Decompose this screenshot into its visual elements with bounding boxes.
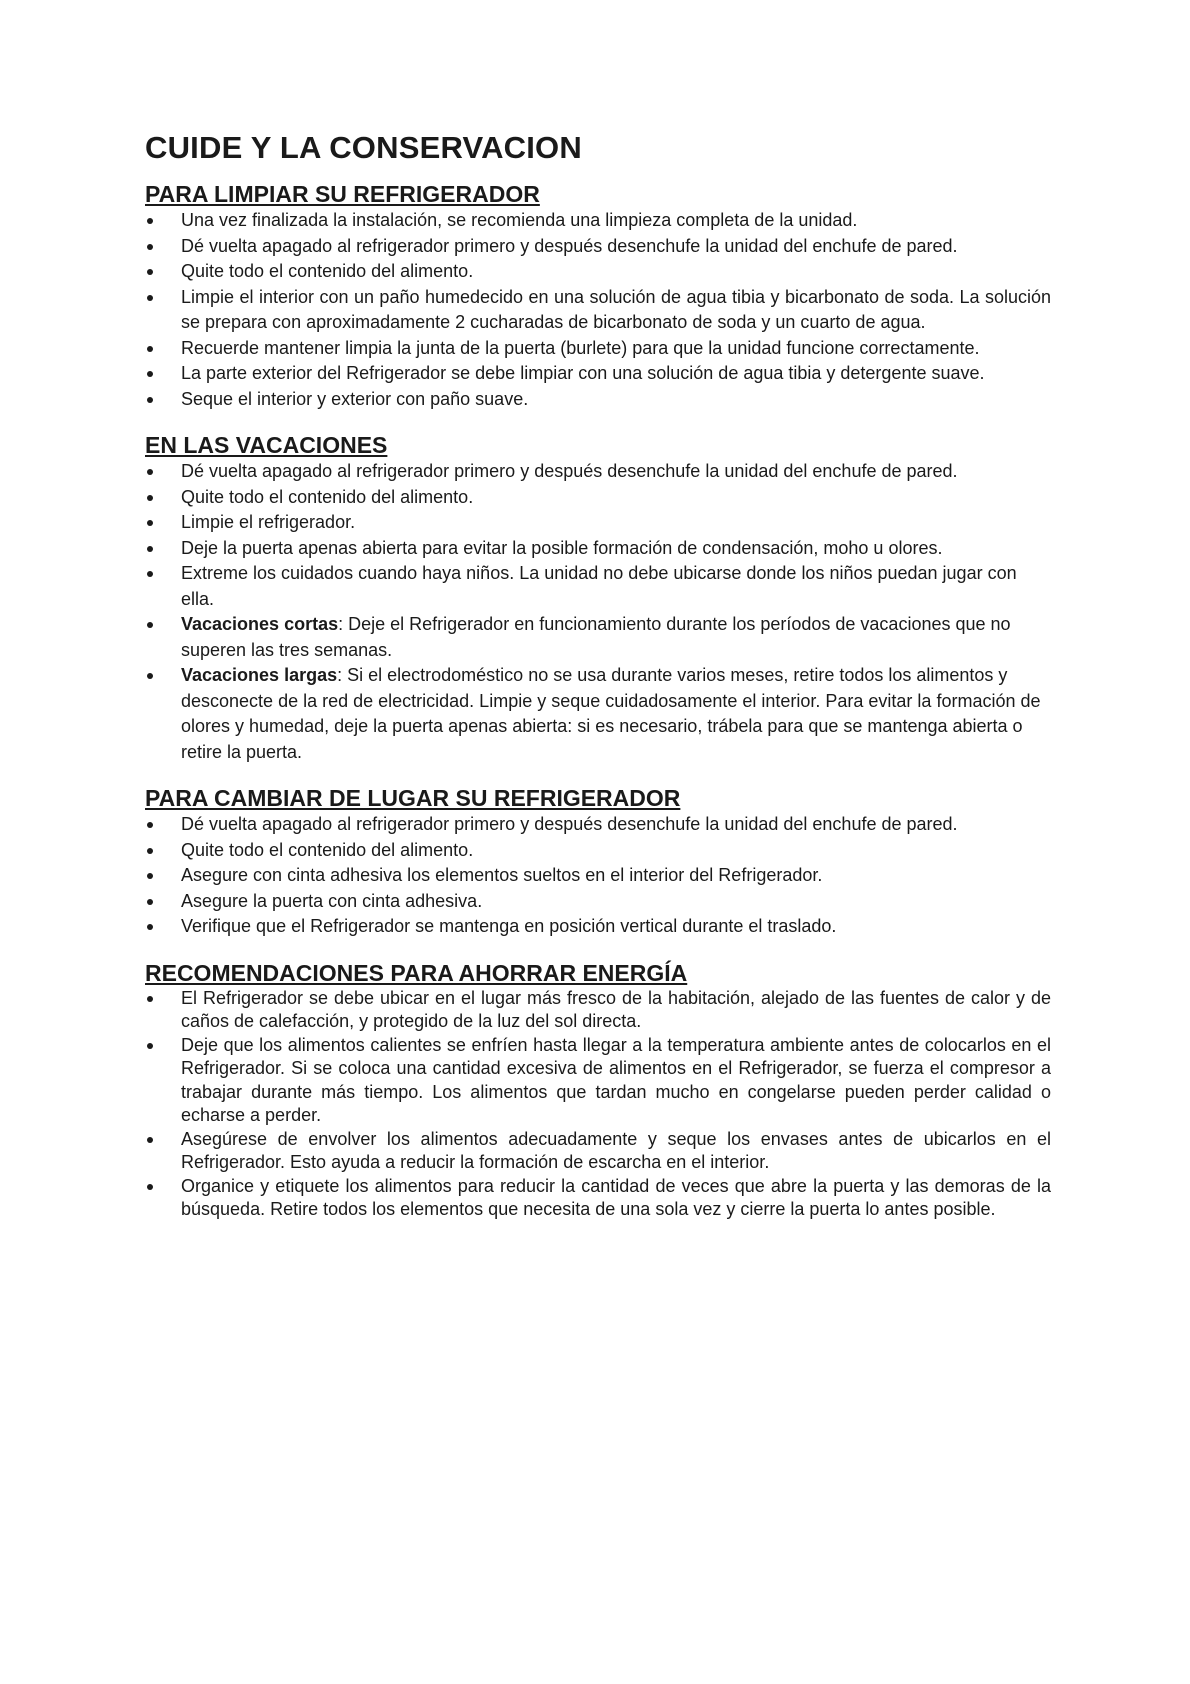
list-item-text: Asegúrese de envolver los alimentos adecuadamente y seque los envases antes de ubicarlos en el Refrigerador. Esto ayuda a reducir la formación de escarcha en el interior. <box>181 1128 1051 1172</box>
list-item-text: Asegure con cinta adhesiva los elementos sueltos en el interior del Refrigerador. <box>181 865 823 885</box>
bullet-icon <box>147 1137 153 1143</box>
bullet-icon <box>147 346 153 352</box>
bullet-icon <box>147 1184 153 1190</box>
list-item <box>145 234 1051 260</box>
list-item-bold-label: Vacaciones cortas <box>181 614 339 634</box>
page-title: CUIDE Y LA CONSERVACION <box>145 130 582 165</box>
list-item-text: La parte exterior del Refrigerador se debe limpiar con una solución de agua tibia y detergente suave. <box>181 363 985 383</box>
list-item <box>145 612 1051 663</box>
section-energy-saving <box>145 960 1051 1222</box>
list-item <box>145 663 1051 765</box>
list-item-text: Una vez finalizada la instalación, se recomienda una limpieza completa de la unidad. <box>181 210 858 230</box>
list-item-text: Quite todo el contenido del alimento. <box>181 839 474 860</box>
bullet-icon <box>147 371 153 377</box>
bullet-icon <box>147 822 153 828</box>
list-item-text: Quite todo el contenido del alimento. <box>181 261 474 281</box>
list-item <box>145 285 1051 336</box>
list-item <box>145 361 1051 387</box>
list-item <box>145 812 1051 838</box>
list-item-text: Deje que los alimentos calientes se enfríen hasta llegar a la temperatura ambiente antes de colocarlos en el Refrigerador. Si se coloca una cantidad excesiva de alimentos en el Refrigerador, se fuerza el compresor a trabajar durante más tiempo. Los alimentos que tardan mucho en congelarse pueden perder calidad o echarse a perder. <box>181 1034 1051 1125</box>
bullet-list <box>145 459 1051 765</box>
list-item-text: Limpie el refrigerador. <box>181 512 356 532</box>
bullet-list <box>145 812 1051 940</box>
section-vacations <box>145 432 1051 765</box>
section-heading: PARA CAMBIAR DE LUGAR SU REFRIGERADOR <box>145 785 681 811</box>
bullet-icon <box>147 397 153 403</box>
section-heading: EN LAS VACACIONES <box>145 432 388 458</box>
bullet-icon <box>147 848 153 854</box>
document-page <box>145 128 1051 1222</box>
bullet-icon <box>147 571 153 577</box>
bullet-icon <box>147 495 153 501</box>
bullet-icon <box>147 469 153 475</box>
list-item <box>145 336 1051 362</box>
list-item <box>145 838 1051 864</box>
bullet-icon <box>147 996 153 1002</box>
bullet-icon <box>147 218 153 224</box>
bullet-icon <box>147 1043 153 1049</box>
list-item <box>145 863 1051 889</box>
list-item-text: Deje la puerta apenas abierta para evitar la posible formación de condensación, moho u olores. <box>181 537 943 558</box>
list-item-text: Asegure la puerta con cinta adhesiva. <box>181 890 483 911</box>
list-item <box>145 914 1051 940</box>
list-item <box>145 259 1051 285</box>
bullet-list <box>145 987 1051 1222</box>
list-item <box>145 459 1051 485</box>
list-item <box>145 561 1051 612</box>
bullet-icon <box>147 622 153 628</box>
list-item <box>145 485 1051 511</box>
list-item <box>145 1034 1051 1128</box>
list-item-text: Seque el interior y exterior con paño suave. <box>181 388 529 409</box>
list-item-text: Quite todo el contenido del alimento. <box>181 486 474 507</box>
bullet-icon <box>147 269 153 275</box>
list-item <box>145 1128 1051 1175</box>
list-item <box>145 510 1051 536</box>
list-item-text: : Deje el Refrigerador en funcionamiento durante los períodos de vacaciones que no superen las tres semanas. <box>181 614 1011 660</box>
list-item-text: Recuerde mantener limpia la junta de la puerta (burlete) para que la unidad funcione correctamente. <box>181 337 980 358</box>
section-heading: RECOMENDACIONES PARA AHORRAR ENERGÍA <box>145 959 688 986</box>
bullet-icon <box>147 520 153 526</box>
section-cleaning <box>145 181 1051 412</box>
list-item <box>145 889 1051 915</box>
bullet-icon <box>147 873 153 879</box>
list-item-bold-label: Vacaciones largas <box>181 665 338 685</box>
list-item-text: Dé vuelta apagado al refrigerador primero y después desenchufe la unidad del enchufe de pared. <box>181 461 958 481</box>
list-item-text: : Si el electrodoméstico no se usa durante varios meses, retire todos los alimentos y desconecte de la red de electricidad. Limpie y seque cuidadosamente el interior. Para evitar la formación de olores y humedad, deje la puerta apenas abierta: si es necesario, trábela para que se mantenga abierta o retire la puerta. <box>181 665 1041 762</box>
bullet-icon <box>147 899 153 905</box>
section-moving <box>145 785 1051 940</box>
bullet-icon <box>147 295 153 301</box>
bullet-icon <box>147 673 153 679</box>
bullet-icon <box>147 546 153 552</box>
bullet-icon <box>147 924 153 930</box>
section-heading: PARA LIMPIAR SU REFRIGERADOR <box>145 181 540 207</box>
list-item-text: Dé vuelta apagado al refrigerador primero y después desenchufe la unidad del enchufe de pared. <box>181 235 958 256</box>
bullet-icon <box>147 244 153 250</box>
list-item-text: Organice y etiquete los alimentos para reducir la cantidad de veces que abre la puerta y las demoras de la búsqueda. Retire todos los elementos que necesita de una sola vez y cierre la puerta lo antes posible. <box>181 1175 1051 1219</box>
list-item-text: Dé vuelta apagado al refrigerador primero y después desenchufe la unidad del enchufe de pared. <box>181 814 958 834</box>
list-item <box>145 1175 1051 1222</box>
list-item-text: El Refrigerador se debe ubicar en el lugar más fresco de la habitación, alejado de las fuentes de calor y de caños de calefacción, y protegido de la luz del sol directa. <box>181 987 1051 1031</box>
bullet-list <box>145 208 1051 412</box>
list-item <box>145 536 1051 562</box>
list-item <box>145 208 1051 234</box>
list-item-text: Verifique que el Refrigerador se mantenga en posición vertical durante el traslado. <box>181 916 837 936</box>
list-item-text: Extreme los cuidados cuando haya niños. La unidad no debe ubicarse donde los niños puedan jugar con ella. <box>181 563 1017 609</box>
list-item <box>145 387 1051 413</box>
list-item-text: Limpie el interior con un paño humedecido en una solución de agua tibia y bicarbonato de soda. La solución se prepara con aproximadamente 2 cucharadas de bicarbonato de soda y un cuarto de agua. <box>181 286 1051 332</box>
list-item <box>145 987 1051 1034</box>
